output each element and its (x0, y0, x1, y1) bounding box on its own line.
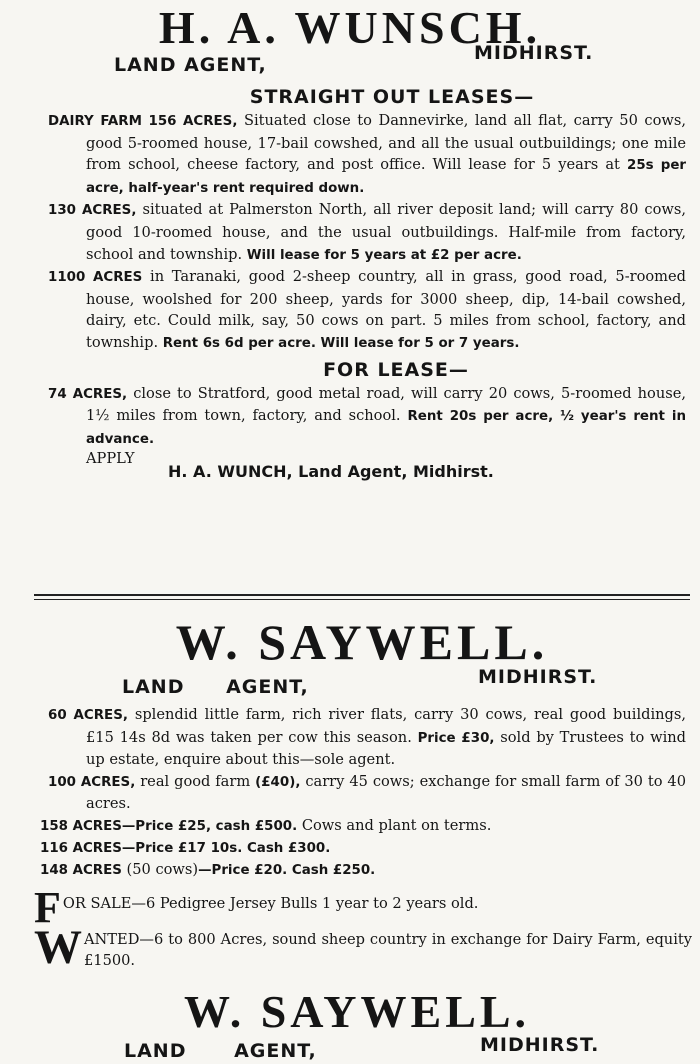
wanted-dropcap: W (34, 920, 82, 974)
saywell-title-repeat: W. SAYWELL. (183, 986, 531, 1037)
wunsch-role: LAND AGENT, (114, 54, 267, 76)
divider-rule-bottom (34, 599, 690, 600)
wunsch-heading-leases: STRAIGHT OUT LEASES— (249, 86, 535, 108)
saywell-title: W. SAYWELL. (175, 614, 549, 670)
wunsch-apply: APPLY (86, 450, 135, 468)
saywell-agent-line-repeat (0, 1034, 700, 1060)
wunsch-advert (0, 0, 700, 482)
divider-rule-top (34, 594, 690, 596)
wunsch-entry-74-acres: 74 ACRES, close to Stratford, good metal road, will carry 20 cows, 5-roomed house, 1½ miles from town, factory, and school. Rent 20s per acre, ½ year's rent in advance. (48, 384, 687, 447)
saywell-place: MIDHIRST. (478, 666, 598, 688)
saywell-place-repeat: MIDHIRST. (480, 1034, 600, 1056)
wunsch-entry-130-acres: 130 ACRES, situated at Palmerston North, all river deposit land; will carry 80 cows, good 10-roomed house, and the usual outbuildings. Half-mile from factory, school and township. Will lease for 5 years at £2 per acre. (48, 201, 686, 263)
saywell-advert (0, 614, 700, 974)
saywell-role-repeat: LAND AGENT, (124, 1040, 317, 1062)
saywell-entry-100-acres: 100 ACRES, real good farm (£40), carry 45 cows; exchange for small farm of 30 to 40 acres. (48, 772, 686, 813)
wunsch-agent-line (0, 42, 700, 80)
wunsch-signature: H. A. WUNCH, Land Agent, Midhirst. (168, 462, 494, 482)
wunsch-apply-line (0, 450, 700, 482)
saywell-role: LAND AGENT, (122, 676, 309, 698)
saywell-for-sale: F OR SALE—6 Pedigree Jersey Bulls 1 year to 2 years old. (34, 882, 479, 932)
saywell-entry-148-acres: 148 ACRES (50 cows)—Price £20. Cash £250. (40, 860, 376, 878)
wunsch-entry-dairy-farm: DAIRY FARM 156 ACRES, Situated close to Dannevirke, land all flat, carry 50 cows, good 5-roomed house, 17-bail cowshed, and all the usual outbuildings; one mile from school, cheese factory, and post office. Will lease for 5 years at 25s per acre, half-year's rent required down. (48, 112, 686, 196)
for-sale-dropcap: F (34, 882, 61, 932)
saywell-entry-158-acres: 158 ACRES—Price £25, cash £500. Cows and plant on terms. (40, 816, 492, 834)
saywell-wanted: W ANTED—6 to 800 Acres, sound sheep country in exchange for Dairy Farm, equity £1500. (34, 920, 692, 974)
wunsch-entry-1100-acres: 1100 ACRES in Taranaki, good 2-sheep country, all in grass, good road, 5-roomed house, woolshed for 200 sheep, yards for 3000 sheep, dip, 14-bail cowshed, dairy, etc. Could milk, say, 50 cows on part. 5 miles from school, factory, and township. Rent 6s 6d per acre. Will lease for 5 or 7 years. (48, 268, 686, 351)
wunsch-place: MIDHIRST. (474, 42, 594, 64)
wunsch-heading-for-lease: FOR LEASE— (323, 358, 469, 381)
saywell-agent-line (0, 666, 700, 698)
wunsch-title: H. A. WUNSCH. (158, 2, 542, 53)
saywell-advert-repeat (0, 986, 700, 1062)
saywell-entry-60-acres: 60 ACRES, splendid little farm, rich river flats, carry 30 cows, real good buildings, £15 14s 8d was taken per cow this season. Price £30, sold by Trustees to wind up estate, enquire about this—sole agent. (48, 706, 687, 769)
saywell-entry-116-acres: 116 ACRES—Price £17 10s. Cash £300. (40, 840, 331, 856)
